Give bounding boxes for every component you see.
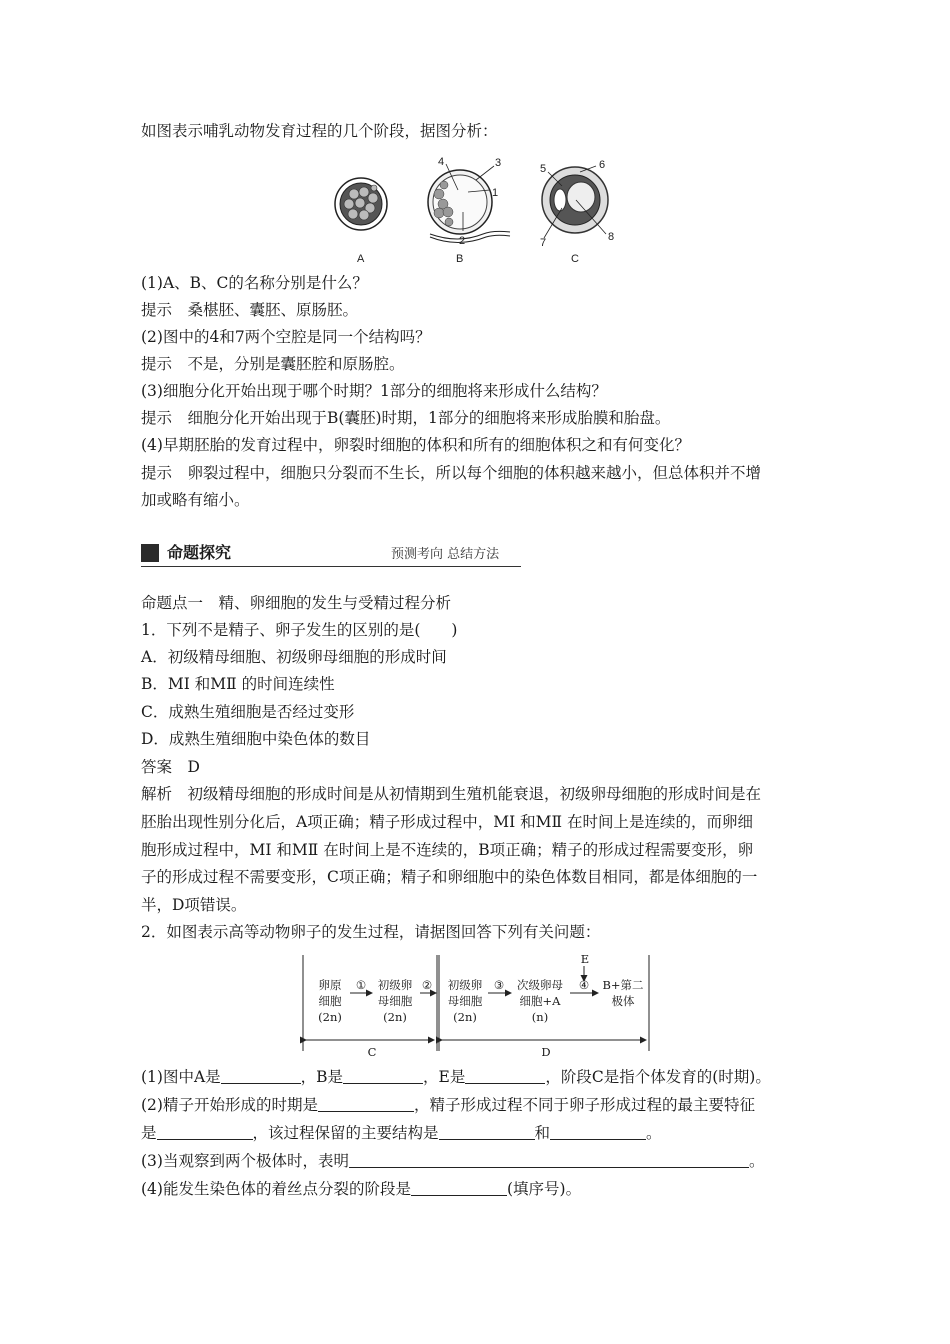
gastrula-drawing [542, 166, 608, 238]
label-2: 2 [459, 235, 466, 247]
flow-step-2: ② [421, 978, 433, 992]
q2-sub1: (1)图中A是 ，B是 ，E是 ，阶段C是指个体发育的(时期)。 [141, 1068, 771, 1086]
question-3: (3)细胞分化开始出现于哪个时期？1部分的细胞将来形成什么结构？ [141, 382, 607, 400]
label-4: 4 [438, 156, 445, 168]
question-2: (2)图中的4和7两个空腔是同一个结构吗？ [141, 328, 431, 346]
flow-e-label: E [580, 952, 590, 966]
label-1: 1 [492, 187, 499, 199]
q2-stem: 2．如图表示高等动物卵子的发生过程，请据图回答下列有关问题： [141, 923, 601, 941]
q1-stem: 1．下列不是精子、卵子发生的区别的是( ) [141, 621, 458, 639]
flow-box-b-polar-body: B+第二 极体 [602, 978, 644, 1008]
flow-step-3: ③ [493, 978, 505, 992]
caption-c: C [571, 253, 579, 265]
q2-sub2-line1: (2)精子开始形成的时期是 ，精子形成过程不同于卵子形成过程的最主要特征 [141, 1096, 755, 1114]
question-4: (4)早期胚胎的发育过程中，卵裂时细胞的体积和所有的细胞体积之和有何变化？ [141, 436, 690, 454]
flow-box-primary-oocyte-2: 初级卵 母细胞 (2n) [447, 978, 483, 1024]
flow-step-1: ① [355, 978, 367, 992]
flow-box-oogonium: 卵原 细胞 (2n) [318, 978, 342, 1024]
q1-option-a: A．初级精母细胞、初级卵母细胞的形成时间 [141, 648, 447, 666]
q1-option-d: D．成熟生殖细胞中染色体的数目 [141, 730, 371, 748]
hint-2: 提示 不是，分别是囊胚腔和原肠腔。 [141, 355, 405, 373]
q2-sub3: (3)当观察到两个极体时，表明 。 [141, 1152, 765, 1170]
q1-analysis-line4: 子的形成过程不需要变形，C项正确；精子和卵细胞中的染色体数目相同，都是体细胞的一 [141, 868, 758, 886]
label-8: 8 [608, 231, 615, 243]
section-title: 命题探究 [167, 543, 232, 562]
blastocyst-drawing [428, 164, 510, 243]
blank-b[interactable] [343, 1068, 423, 1084]
oogenesis-flow-diagram [300, 952, 660, 1059]
label-3: 3 [495, 157, 502, 169]
morula-drawing [335, 178, 387, 230]
stage-d-label: D [541, 1045, 551, 1059]
question-1: (1)A、B、C的名称分别是什么？ [141, 274, 368, 292]
caption-a: A [357, 253, 365, 265]
blank-main-feature[interactable] [157, 1124, 253, 1140]
topic-heading: 命题点一 精、卵细胞的发生与受精过程分析 [141, 594, 452, 612]
q1-option-c: C．成熟生殖细胞是否经过变形 [141, 703, 355, 721]
section-subtitle: 预测考向 总结方法 [391, 547, 500, 562]
blank-structure-2[interactable] [550, 1124, 646, 1140]
flow-box-secondary-oocyte: 次级卵母 细胞+A (n) [517, 978, 563, 1024]
flow-step-4: ④ [578, 978, 590, 992]
blank-stage-number[interactable] [411, 1180, 507, 1196]
hint-4-line1: 提示 卵裂过程中，细胞只分裂而不生长，所以每个细胞的体积越来越小，但总体积并不增 [141, 464, 762, 482]
embryo-stages-figure [318, 152, 628, 267]
q2-sub4: (4)能发生染色体的着丝点分裂的阶段是 (填序号)。 [141, 1180, 582, 1198]
q1-analysis-line5: 半，D项错误。 [141, 896, 247, 914]
q1-analysis-line1: 解析 初级精母细胞的形成时间是从初情期到生殖机能衰退，初级卵母细胞的形成时间是在 [141, 785, 762, 803]
label-6: 6 [599, 159, 606, 171]
stage-c-label: C [367, 1045, 377, 1059]
blank-sperm-period[interactable] [318, 1096, 414, 1112]
blank-a[interactable] [221, 1068, 301, 1084]
section-divider [141, 566, 521, 567]
flow-box-primary-oocyte-1: 初级卵 母细胞 (2n) [377, 978, 413, 1024]
q1-answer: 答案 D [141, 758, 200, 776]
q1-analysis-line3: 胞形成过程中，MⅠ 和MⅡ 在时间上是不连续的，B项正确；精子的形成过程需要变形，卵 [141, 841, 754, 859]
hint-4-line2: 加或略有缩小。 [141, 491, 250, 509]
q2-sub2-line2: 是 ，该过程保留的主要结构是 和 。 [141, 1124, 662, 1142]
caption-b: B [456, 253, 464, 265]
section-marker-icon [141, 544, 159, 562]
intro-text: 如图表示哺乳动物发育过程的几个阶段，据图分析： [141, 122, 498, 140]
label-5: 5 [540, 163, 547, 175]
hint-1: 提示 桑椹胚、囊胚、原肠胚。 [141, 301, 359, 319]
hint-3: 提示 细胞分化开始出现于B(囊胚)时期，1部分的细胞将来形成胎膜和胎盘。 [141, 409, 671, 427]
blank-two-polar-bodies[interactable] [349, 1152, 749, 1168]
section-header [141, 542, 521, 568]
blank-e[interactable] [465, 1068, 545, 1084]
blank-structure-1[interactable] [439, 1124, 535, 1140]
q1-option-b: B．MⅠ 和MⅡ 的时间连续性 [141, 675, 335, 693]
label-7: 7 [540, 237, 547, 249]
q1-analysis-line2: 胚胎出现性别分化后，A项正确；精子形成过程中，MⅠ 和MⅡ 在时间上是连续的，而卵细 [141, 813, 753, 831]
